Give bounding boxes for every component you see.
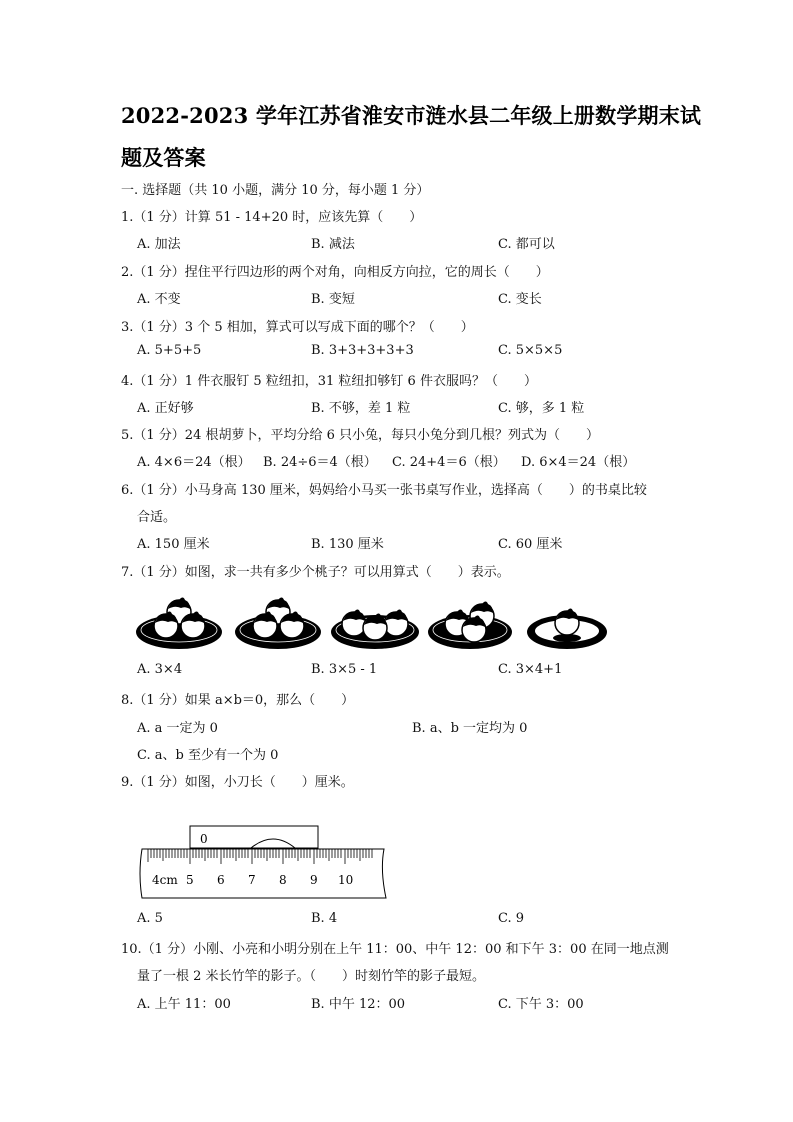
question-7-option-c: C. 3×4+1 [498, 662, 563, 677]
plate-5 [527, 609, 607, 650]
question-6-option-a: A. 150 厘米 [137, 537, 210, 552]
question-10-stem-cont: 量了一根 2 米长竹竿的影子。（ ）时刻竹竿的影子最短。 [137, 969, 486, 984]
question-9-option-b: B. 4 [311, 911, 338, 926]
question-1-option-c: C. 都可以 [498, 237, 555, 252]
question-4-option-a: A. 正好够 [137, 401, 194, 416]
question-3-option-b: B. 3+3+3+3+3 [311, 343, 414, 358]
question-1-option-b: B. 减法 [311, 237, 355, 252]
question-5-option-b: B. 24÷6＝4（根） [263, 455, 377, 470]
question-9-option-c: C. 9 [498, 911, 525, 926]
question-4-option-c: C. 够，多 1 粒 [498, 401, 585, 416]
ruler-knife-figure [138, 822, 398, 902]
question-2-stem: 2.（1 分）捏住平行四边形的两个对角，向相反方向拉，它的周长（ ） [121, 265, 549, 280]
question-5-option-c: C. 24+4＝6（根） [392, 455, 506, 470]
question-8-option-c: C. a、b 至少有一个为 0 [137, 748, 279, 763]
question-9-option-a: A. 5 [137, 911, 163, 926]
question-10-option-a: A. 上午 11：00 [137, 997, 231, 1012]
question-3-option-a: A. 5+5+5 [137, 343, 202, 358]
question-4-option-b: B. 不够，差 1 粒 [311, 401, 411, 416]
plate-4 [428, 602, 512, 650]
question-5-option-d: D. 6×4＝24（根） [521, 455, 636, 470]
question-4-stem: 4.（1 分）1 件衣服钉 5 粒纽扣，31 粒纽扣够钉 6 件衣服吗？（ ） [121, 374, 537, 389]
svg-text:8: 8 [279, 873, 287, 887]
section-heading: 一. 选择题（共 10 小题，满分 10 分，每小题 1 分） [121, 183, 430, 198]
svg-text:7: 7 [248, 873, 256, 887]
question-5-option-a: A. 4×6＝24（根） [137, 455, 251, 470]
question-2-option-c: C. 变长 [498, 292, 542, 307]
question-2-option-b: B. 变短 [311, 292, 355, 307]
question-1-stem: 1.（1 分）计算 51 - 14+20 时，应该先算（ ） [121, 210, 423, 225]
question-6-option-c: C. 60 厘米 [498, 537, 563, 552]
plate-3 [331, 610, 419, 650]
question-8-option-b: B. a、b 一定均为 0 [412, 721, 528, 736]
question-10-option-c: C. 下午 3：00 [498, 997, 584, 1012]
question-6-stem: 6.（1 分）小马身高 130 厘米，妈妈给小马买一张书桌写作业，选择高（ ）的书桌比较 [121, 483, 647, 498]
question-7-option-b: B. 3×5 - 1 [311, 662, 378, 677]
question-7-stem: 7.（1 分）如图，求一共有多少个桃子？可以用算式（ ）表示。 [121, 565, 510, 580]
question-8-option-a: A. a 一定为 0 [137, 721, 218, 736]
peach-plates-figure [132, 592, 622, 652]
svg-text:4cm: 4cm [152, 873, 178, 887]
question-10-option-b: B. 中午 12：00 [311, 997, 406, 1012]
svg-text:9: 9 [310, 873, 318, 887]
plate-2 [235, 598, 321, 650]
question-3-option-c: C. 5×5×5 [498, 343, 563, 358]
plate-1 [136, 598, 222, 650]
question-5-stem: 5.（1 分）24 根胡萝卜，平均分给 6 只小兔，每只小兔分到几根？列式为（ ） [121, 428, 600, 443]
knife-label: 0 [200, 832, 208, 846]
question-2-option-a: A. 不变 [137, 292, 181, 307]
document-title-line2: 题及答案 [121, 145, 206, 170]
svg-text:5: 5 [186, 873, 194, 887]
question-10-stem: 10.（1 分）小刚、小亮和小明分别在上午 11：00、中午 12：00 和下午 3：00 在同一地点测 [121, 942, 669, 957]
svg-text:6: 6 [217, 873, 225, 887]
question-7-option-a: A. 3×4 [137, 662, 183, 677]
question-3-stem: 3.（1 分）3 个 5 相加，算式可以写成下面的哪个？（ ） [121, 320, 474, 335]
question-6-stem-cont: 合适。 [137, 510, 177, 525]
question-8-stem: 8.（1 分）如果 a×b＝0，那么（ ） [121, 693, 355, 708]
svg-text:10: 10 [338, 873, 354, 887]
question-6-option-b: B. 130 厘米 [311, 537, 384, 552]
question-9-stem: 9.（1 分）如图，小刀长（ ）厘米。 [121, 775, 354, 790]
question-1-option-a: A. 加法 [137, 237, 181, 252]
document-title-line1: 2022-2023 学年江苏省淮安市涟水县二年级上册数学期末试 [121, 103, 702, 128]
